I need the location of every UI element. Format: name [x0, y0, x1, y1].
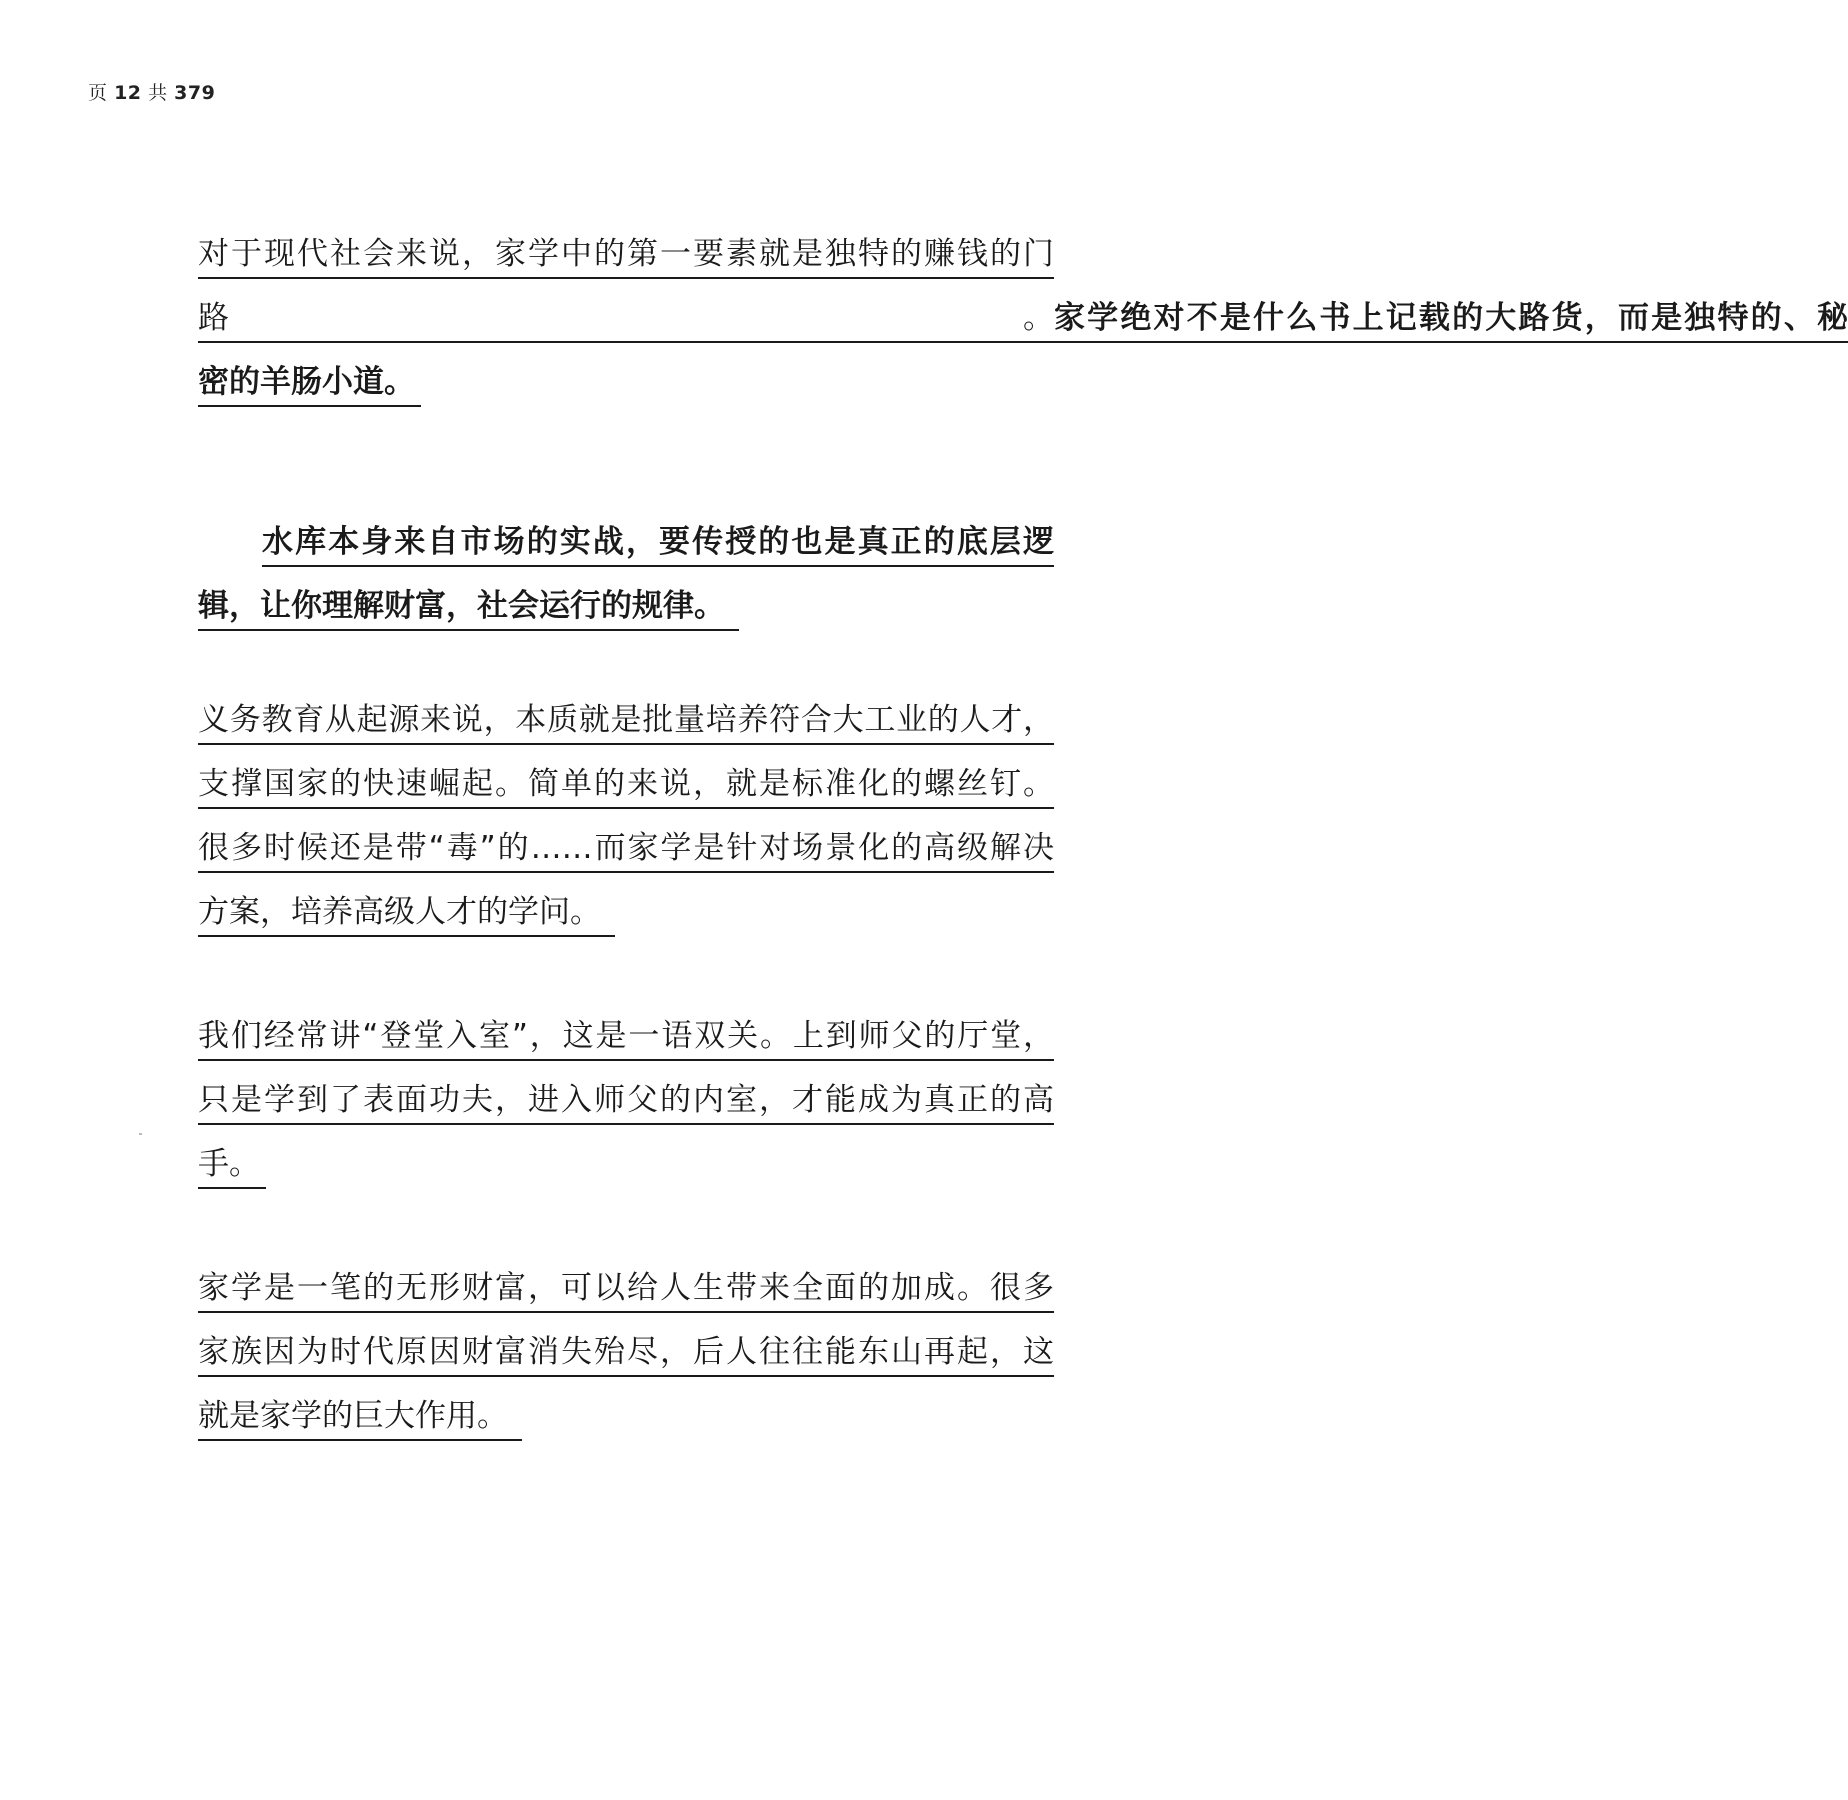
text-run: 家学是一笔的无形财富，可以给人生带来全面的加成。很多	[198, 1267, 1054, 1313]
text-run: 义务教育从起源来说，本质就是批量培养符合大工业的人才，	[198, 699, 1054, 745]
text-line	[198, 350, 1058, 414]
text-run: 家族因为时代原因财富消失殆尽，后人往往能东山再起，这	[198, 1331, 1054, 1377]
text-line	[198, 1384, 1058, 1448]
text-line	[198, 1004, 1058, 1068]
paragraph-intangible-wealth	[198, 1256, 1058, 1448]
text-run: 只是学到了表面功夫，进入师父的内室，才能成为真正的高	[198, 1079, 1054, 1125]
text-run: 对于现代社会来说，家学中的第一要素就是独特的赚钱的门	[198, 233, 1054, 279]
text-run-bold: 辑，让你理解财富，社会运行的规律。	[198, 585, 739, 631]
text-line	[198, 1320, 1058, 1384]
text-line	[198, 880, 1058, 944]
paragraph-reservoir-logic	[198, 510, 1058, 638]
paragraph-family-learning-money	[198, 222, 1848, 414]
text-run: 方案，培养高级人才的学问。	[198, 891, 615, 937]
text-run: 手。	[198, 1143, 266, 1189]
text-run: 路。	[198, 297, 1054, 343]
text-run-bold: 家学绝对不是什么书上记载的大路货，而是独特的、秘	[1054, 297, 1848, 343]
text-line	[198, 1068, 1058, 1132]
text-line	[198, 688, 1058, 752]
page-prefix: 页	[88, 82, 108, 104]
text-run: 我们经常讲“登堂入室”，这是一语双关。上到师父的厅堂，	[198, 1015, 1054, 1061]
text-line	[198, 286, 1848, 350]
text-run: 支撑国家的快速崛起。简单的来说，就是标准化的螺丝钉。	[198, 763, 1054, 809]
text-run-bold: 水库本身来自市场的实战，要传授的也是真正的底层逻	[262, 521, 1054, 567]
text-run-bold: 密的羊肠小道。	[198, 361, 421, 407]
text-line	[198, 816, 1058, 880]
page-indicator	[88, 78, 215, 105]
text-line	[198, 574, 1058, 638]
paragraph-enter-the-hall	[198, 1004, 1058, 1196]
page-middle: 共	[148, 82, 168, 104]
text-line	[198, 222, 1058, 286]
text-line	[198, 510, 1058, 574]
paragraph-compulsory-education	[198, 688, 1058, 944]
text-run: 就是家学的巨大作用。	[198, 1395, 522, 1441]
total-page-count: 379	[174, 82, 216, 104]
scan-speck	[139, 1133, 142, 1135]
current-page-number: 12	[114, 82, 142, 104]
text-run: 很多时候还是带“毒”的……而家学是针对场景化的高级解决	[198, 827, 1054, 873]
text-line	[198, 1132, 1058, 1196]
text-line	[198, 1256, 1058, 1320]
text-line	[198, 752, 1058, 816]
